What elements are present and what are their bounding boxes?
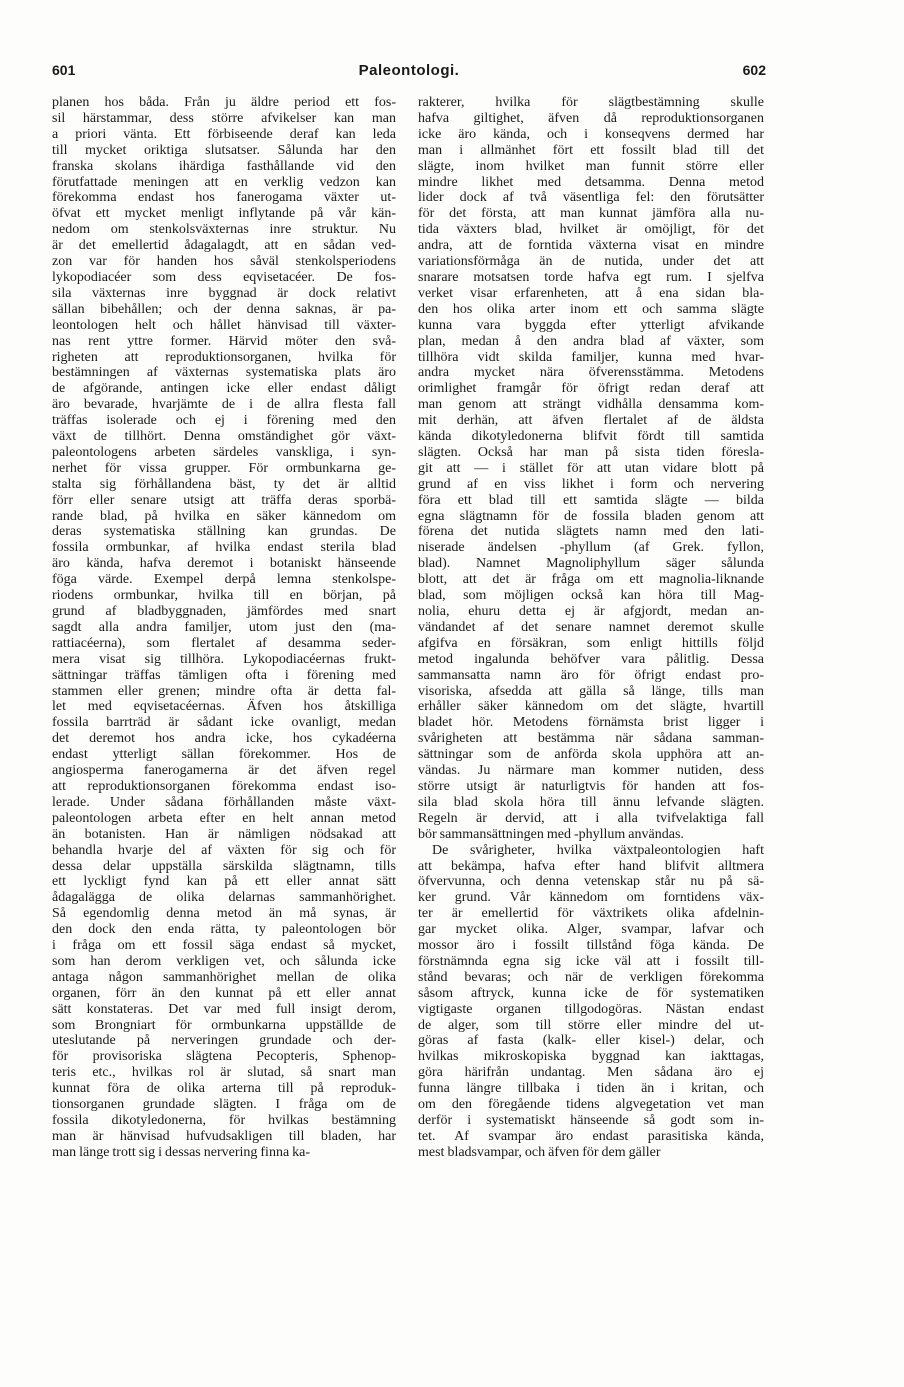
text-line: let med eqvisetacéernas. Äfven hos åtskilliga bbox=[52, 699, 396, 715]
page-number-left: 601 bbox=[52, 62, 76, 78]
text-line: den hos olika arter inom ett och samma slägte bbox=[418, 301, 764, 317]
text-line: angiosperma fanerogamerna är det äfven regel bbox=[52, 763, 396, 779]
text-line: rakterer, hvilka för slägtbestämning skulle bbox=[418, 95, 764, 110]
text-line: blad). Namnet Magnoliphyllum säger sålunda bbox=[418, 556, 764, 572]
text-line: grund af en viss likhet i form och nervering bbox=[418, 476, 764, 492]
text-line: uteslutande på nerveringen grundade och der- bbox=[52, 1033, 396, 1049]
text-line: antaga någon sammanhörighet mellan de olika bbox=[52, 969, 396, 985]
text-line: sila blad skola höra till ännu lefvande slägten. bbox=[418, 794, 764, 810]
text-line: göra härifrån undantag. Men sådana äro ej bbox=[418, 1065, 764, 1081]
text-line: är det emellertid ådagalagdt, att en sådan ved- bbox=[52, 238, 396, 254]
text-line: vändas. Ju närmare man kommer nutiden, dess bbox=[418, 763, 764, 779]
text-line: endast ytterligt sällan förekommer. Hos de bbox=[52, 747, 396, 763]
text-line: planen hos båda. Från ju äldre period ett fos- bbox=[52, 95, 396, 110]
text-line: bestämningen af växternas systematiska plats äro bbox=[52, 365, 396, 381]
text-line: de afgörande, antingen icke eller endast dåligt bbox=[52, 381, 396, 397]
text-line: sammansatta namn äro för öfrigt endast pro- bbox=[418, 667, 764, 683]
text-line: mest bladsvampar, och äfven för dem gäller bbox=[418, 1144, 661, 1160]
right-text-column bbox=[418, 95, 764, 1161]
text-line: förstnämnda egna sig icke väl att i fossilt till- bbox=[418, 953, 764, 969]
text-line: mit derhän, att äfven flertalet af de äldsta bbox=[418, 413, 764, 429]
text-line: erhåller säker kännedom om det slägte, hvartill bbox=[418, 699, 764, 715]
text-line: tida växters blad, hvilket är omöjligt, för det bbox=[418, 222, 764, 238]
text-line: snarare motsatsen torde hafva egt rum. I sjelfva bbox=[418, 269, 764, 285]
text-line: lider dock af två väsentliga fel: den förutsätter bbox=[418, 190, 764, 206]
text-line: De svårigheter, hvilka växtpaleontologien haft bbox=[432, 842, 764, 858]
text-line: göras af fasta (kalk- eller kisel-) delar, och bbox=[418, 1033, 764, 1049]
text-line: förr eller senare utsigt att träffa deras sporbä- bbox=[52, 492, 396, 508]
text-line: git att — i stället för att utan vidare blott på bbox=[418, 460, 764, 476]
text-line: förutfattade meningen att en verklig vedzon kan bbox=[52, 174, 396, 190]
text-line: a priori vänta. Ett förbiseende deraf kan leda bbox=[52, 126, 396, 142]
text-line: träffas isolerade och ej i förening med den bbox=[52, 413, 396, 429]
text-line: lerade. Under sådana förhållanden måste växt- bbox=[52, 794, 396, 810]
text-line: förekomma endast hos fanerogama växter ut- bbox=[52, 190, 396, 206]
text-line: äro bevarade, hvarjämte de i de allra flesta fall bbox=[52, 397, 396, 413]
text-line: man i allmänhet fört ett fossilt blad till det bbox=[418, 142, 764, 158]
text-line: derför i systematiskt hänseende så godt som in- bbox=[418, 1113, 764, 1128]
text-line: sila växternas inre byggnad är dock relativt bbox=[52, 285, 396, 301]
text-line: fossila dikotyledonerna, för hvilkas bestämning bbox=[52, 1113, 396, 1128]
text-line: andra, att de forntida växterna visat en mindre bbox=[418, 238, 764, 254]
text-line: teris etc., hvilkas rol är slutad, så snart man bbox=[52, 1065, 396, 1081]
text-line: riodens ormbunkar, hvilka till en början, på bbox=[52, 588, 396, 604]
text-line: vigtigaste organen tillgodogöras. Nästan endast bbox=[418, 1001, 764, 1017]
text-line: Regeln är dervid, att i alla tvifvelaktiga fall bbox=[418, 810, 764, 826]
text-line: hvilkas mikroskopiska byggnad kan iakttagas, bbox=[418, 1049, 764, 1065]
text-line: rattiacéerna), som flertalet af desamma seder- bbox=[52, 635, 396, 651]
text-line: att bekämpa, hafva efter hand blifvit alltmera bbox=[418, 858, 764, 874]
text-line: tionsorganen grundade slägten. I fråga om de bbox=[52, 1097, 396, 1113]
text-line: funna längre tillbaka i tiden än i kritan, och bbox=[418, 1081, 764, 1097]
text-line: öfvervunna, och denna vetenskap står nu på sä- bbox=[418, 874, 764, 890]
text-line: slägte, inom hvilket man funnit större eller bbox=[418, 158, 764, 174]
text-line: svårigheten att bestämma när sådana samman- bbox=[418, 731, 764, 747]
text-line: äro kända, hafva deremot i botaniskt hänseende bbox=[52, 556, 396, 572]
text-line: de alger, som till större eller mindre del ut- bbox=[418, 1017, 764, 1033]
text-line: för provisoriska slägtena Pecopteris, Sphenop- bbox=[52, 1049, 396, 1065]
running-title: Paleontologi. bbox=[358, 62, 460, 79]
text-line: den dock den enda rätta, ty paleontologen bör bbox=[52, 922, 396, 938]
text-line: andra mycket nära öfverensstämma. Metodens bbox=[418, 365, 764, 381]
text-line: nedom om stenkolsväxternas inre struktur. Nu bbox=[52, 222, 396, 238]
text-line: gar mycket olika. Alger, svampar, lafvar och bbox=[418, 922, 764, 938]
text-line: lykopodiacéer som dess eqvisetacéer. De fos- bbox=[52, 269, 396, 285]
text-line: leontologen helt och hållet hänvisad till växter- bbox=[52, 317, 396, 333]
text-line: behandla hvarje del af växten för sig och för bbox=[52, 842, 396, 858]
text-line: öfvat ett mycket menligt inflytande på vår kän- bbox=[52, 206, 396, 222]
text-line: mindre likhet med detsamma. Denna metod bbox=[418, 174, 764, 190]
text-line: sätt konstateras. Det var med full insigt derom, bbox=[52, 1001, 396, 1017]
text-line: deras systematiska ställning kan grundas. De bbox=[52, 524, 396, 540]
text-line: metod ingalunda behöfver vara pålitlig. Dessa bbox=[418, 651, 764, 667]
text-line: nas rent yttre former. Härvid möter den svå- bbox=[52, 333, 396, 349]
text-line: mossor äro i fossilt tillstånd föga kända. De bbox=[418, 938, 764, 954]
text-line: organen, förr än den kunnat på ett eller annat bbox=[52, 985, 396, 1001]
text-line: fossila barrträd är sådant icke ovanligt, medan bbox=[52, 715, 396, 731]
text-line: tet. Af svampar äro endast parasitiska kända, bbox=[418, 1128, 764, 1144]
text-line: icke äro kända, och i konseqvens dermed har bbox=[418, 126, 764, 142]
text-line: verket visar erfarenheten, att å ena sidan bla- bbox=[418, 285, 764, 301]
text-line: ådagalägga de olika delarnas sammanhörighet. bbox=[52, 890, 396, 906]
text-line: stalta sig förhållandena bäst, ty det är alltid bbox=[52, 476, 396, 492]
text-line: nerhet för vissa grupper. För ormbunkarna ge- bbox=[52, 460, 396, 476]
text-line: sagdt alla andra familjer, utom just den (ma- bbox=[52, 619, 396, 635]
text-line: dessa delar uppställa särskilda slägtnamn, tills bbox=[52, 858, 396, 874]
text-line: att reproduktionsorganen förekomma endast iso- bbox=[52, 778, 396, 794]
text-line: som Brongniart för ormbunkarna uppställde de bbox=[52, 1017, 396, 1033]
text-line: ker grund. Vår kännedom om forntidens väx- bbox=[418, 890, 764, 906]
text-line: plan, medan å den andra blad af växter, som bbox=[418, 333, 764, 349]
text-line: orimlighet framgår för öfrigt redan deraf att bbox=[418, 381, 764, 397]
text-line: niserade ändelsen -phyllum (af Grek. fyllon, bbox=[418, 540, 764, 556]
text-line: än botanisten. Han är nämligen nödsakad att bbox=[52, 826, 396, 842]
text-line: kunna vara byggda efter ytterligt afvikande bbox=[418, 317, 764, 333]
text-line: man länge trott sig i dessas nervering finna ka- bbox=[52, 1144, 311, 1160]
text-line: i fråga om ett fossil säga endast så mycket, bbox=[52, 938, 396, 954]
text-line: såsom aftryck, kunna icke de för systematiken bbox=[418, 985, 764, 1001]
text-line: kunnat föra de olika arterna till på reproduk- bbox=[52, 1081, 396, 1097]
text-line: bör sammansättningen med -phyllum användas. bbox=[418, 826, 684, 842]
text-line: ett lyckligt fynd kan på ett eller annat sätt bbox=[52, 874, 396, 890]
text-line: mera visat sig tillhöra. Lykopodiacéernas frukt- bbox=[52, 651, 396, 667]
text-line: för det första, att man kunnat jämföra alla nu- bbox=[418, 206, 764, 222]
text-line: Så egendomlig denna metod än må synas, är bbox=[52, 906, 396, 922]
text-line: stånd bevaras; och när de verkligen förekomma bbox=[418, 969, 764, 985]
text-line: sil härstammar, dess större afvikelser kan man bbox=[52, 110, 396, 126]
text-line: sällan bibehållen; och der denna saknas, är pa- bbox=[52, 301, 396, 317]
text-line: nolia, ehuru detta ej är afgjordt, medan an- bbox=[418, 604, 764, 619]
text-line: bladet hör. Metodens förnämsta brist ligger i bbox=[418, 715, 764, 731]
page-number-right: 602 bbox=[742, 62, 766, 78]
text-line: till mycket oriktiga slutsatser. Sålunda har den bbox=[52, 142, 396, 158]
text-line: ter är emellertid för växtrikets olika afdelnin- bbox=[418, 906, 764, 922]
text-line: blott, att det är fråga om ett magnolia-liknande bbox=[418, 572, 764, 588]
text-line: större utsigt är naturligtvis för handen att fos- bbox=[418, 778, 764, 794]
text-line: righeten att reproduktionsorganen, hvilka för bbox=[52, 349, 396, 365]
text-line: paleontologens arbeten särdeles vanskliga, i syn- bbox=[52, 444, 396, 460]
text-line: föga värde. Exempel derpå lemna stenkolspe- bbox=[52, 572, 396, 588]
text-line: om den föregående tidens algvegetation vet man bbox=[418, 1097, 764, 1113]
text-line: grund af bladbyggnaden, jämfördes med snart bbox=[52, 604, 396, 619]
text-line: stammen eller grenen; mindre ofta är detta fal- bbox=[52, 683, 396, 699]
text-line: föra ett blad till ett samtida slägte — bilda bbox=[418, 492, 764, 508]
text-line: franska skolans ihärdiga fasthållande vid den bbox=[52, 158, 396, 174]
text-line: som han derom verkligen vet, och sålunda icke bbox=[52, 953, 396, 969]
page-header bbox=[52, 62, 766, 86]
text-line: visoriska, afsedda att gälla så länge, tills man bbox=[418, 683, 764, 699]
text-line: sättningar träffas tämligen ofta i förening med bbox=[52, 667, 396, 683]
text-line: hafva giltighet, äfven då reproduktionsorganen bbox=[418, 110, 764, 126]
text-line: växt de tillhört. Denna omständighet gör växt- bbox=[52, 429, 396, 445]
text-line: man genom att strängt vidhålla densamma kom- bbox=[418, 397, 764, 413]
text-line: rande blad, på hvilka en säker kännedom om bbox=[52, 508, 396, 524]
text-line: man är hänvisad hufvudsakligen till bladen, har bbox=[52, 1128, 396, 1144]
text-line: det deremot hos andra icke, hos cykadéerna bbox=[52, 731, 396, 747]
text-line: afgifva en försäkran, som enligt hittills följd bbox=[418, 635, 764, 651]
text-line: fossila ormbunkar, af hvilka endast sterila blad bbox=[52, 540, 396, 556]
text-line: zon var för handen hos såväl stenkolsperiodens bbox=[52, 254, 396, 270]
text-line: paleontologen arbeta efter en helt annan metod bbox=[52, 810, 396, 826]
left-text-column bbox=[52, 95, 396, 1161]
text-line: blad, som möjligen också kan höra till Mag- bbox=[418, 588, 764, 604]
text-line: slägten. Också har man på sista tiden föresla- bbox=[418, 444, 764, 460]
text-line: förena det nutida slägtets namn med den lati- bbox=[418, 524, 764, 540]
text-line: vändandet af det senare namnet deremot skulle bbox=[418, 619, 764, 635]
text-line: sättningar som de anförda skola upphöra att an- bbox=[418, 747, 764, 763]
text-line: variationsförmåga än de nutida, under det att bbox=[418, 254, 764, 270]
text-line: tillhöra vidt skilda familjer, kunna med hvar- bbox=[418, 349, 764, 365]
text-line: egna slägtnamn för de fossila bladen genom att bbox=[418, 508, 764, 524]
text-line: kända dikotyledonerna blifvit fördt till samtida bbox=[418, 429, 764, 445]
